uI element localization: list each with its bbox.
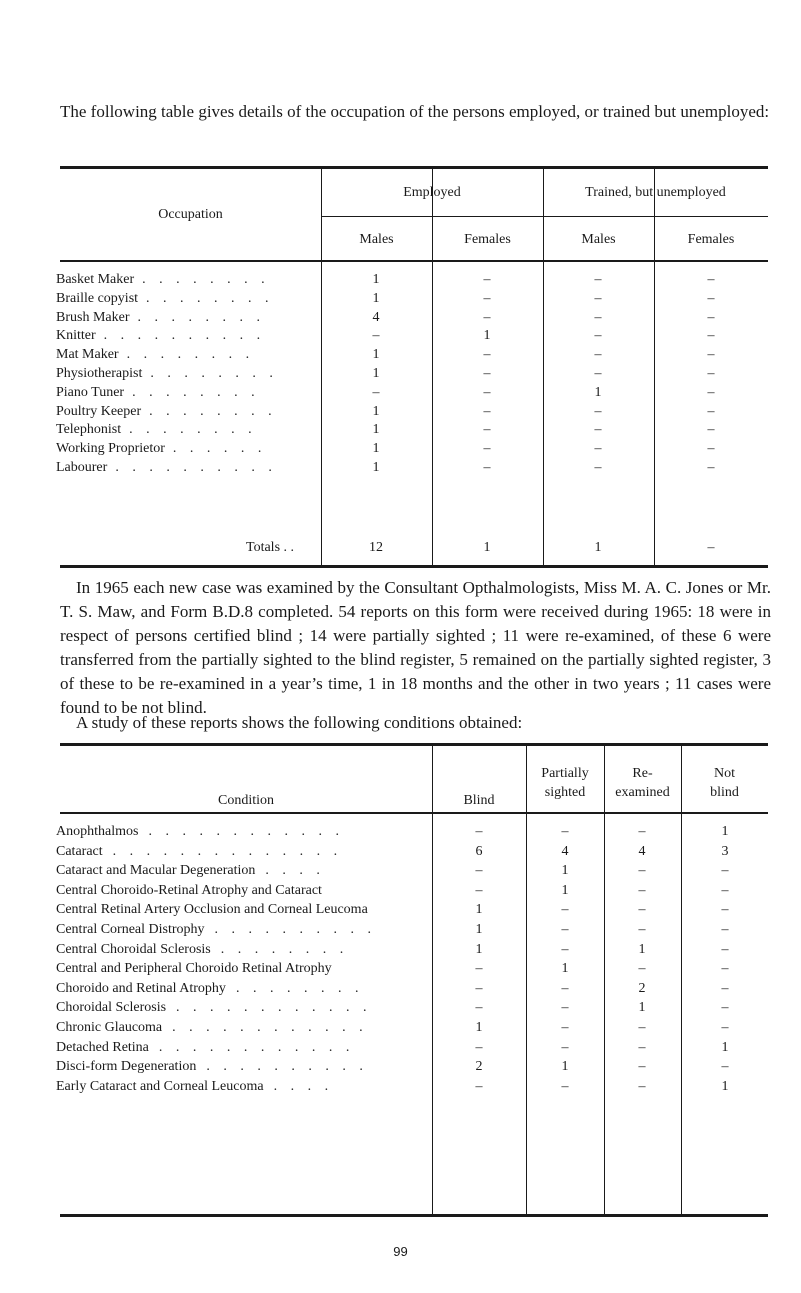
leader-dots: . . . . . . . . — [149, 403, 277, 419]
cell-r: – — [638, 1020, 646, 1035]
leader-dots: . . . . . . . . — [150, 366, 278, 381]
occupation-name: Mat Maker — [56, 347, 119, 363]
cell-r: – — [638, 1039, 646, 1055]
cell-em: 4 — [372, 309, 380, 325]
trained-unemployed-header: Trained, but unemployed — [585, 185, 726, 200]
cell-em: 1 — [372, 272, 380, 287]
cell-r: 4 — [638, 843, 646, 859]
condition-name: Choroido and Retinal Atrophy — [56, 980, 226, 996]
cell-em: 1 — [372, 441, 380, 457]
cell-ef: – — [483, 366, 491, 381]
cell-tf: – — [707, 347, 715, 363]
totals-employed-females: 1 — [483, 540, 491, 555]
cell-ef: – — [483, 272, 491, 287]
leader-dots: . . . . . . . . . . — [206, 1059, 368, 1075]
cell-tm: – — [594, 441, 602, 457]
partially-sighted-header-1: Partially — [541, 766, 589, 781]
employed-header: Employed — [403, 185, 461, 200]
leader-dots: . . . . . . . . — [137, 309, 265, 325]
leader-dots: . . . . . . . . . . . . — [176, 1000, 372, 1016]
table1-header-rule — [60, 260, 768, 262]
cell-tf: – — [707, 403, 715, 419]
occupation-header: Occupation — [158, 207, 223, 222]
cell-n: – — [721, 1059, 729, 1075]
cell-ef: 1 — [483, 328, 491, 344]
cell-em: 1 — [372, 422, 380, 438]
table-row — [56, 292, 274, 306]
cell-tm: – — [594, 290, 602, 306]
employed-males-header: Males — [359, 232, 394, 247]
leader-dots: . . . . . . — [172, 441, 267, 457]
cell-ef: – — [483, 403, 491, 419]
condition-name: Disci-form Degeneration — [56, 1059, 197, 1075]
occupation-name: Physiotherapist — [56, 366, 143, 381]
table-row — [56, 1021, 368, 1035]
totals-trained-females: – — [707, 540, 715, 555]
table-row — [56, 825, 344, 839]
occupation-name: Piano Tuner — [56, 384, 125, 400]
partially-sighted-header-2: sighted — [544, 785, 586, 800]
condition-name: Detached Retina — [56, 1039, 149, 1055]
cell-b: 1 — [475, 941, 483, 957]
table2-bottom-rule — [60, 1214, 768, 1217]
table-row — [56, 1041, 354, 1055]
cell-p: – — [561, 1020, 569, 1035]
cell-tm: – — [594, 272, 602, 287]
cell-p: – — [561, 824, 569, 839]
cell-r: – — [638, 961, 646, 977]
table-row — [56, 1001, 372, 1015]
leader-dots: . . . . . . . . — [146, 290, 274, 306]
table-row — [56, 405, 277, 419]
leader-dots: . . . . . . . . . . . . — [172, 1020, 368, 1035]
cell-em: 1 — [372, 290, 380, 306]
cell-p: 1 — [561, 1059, 569, 1075]
cell-b: 1 — [475, 1020, 483, 1035]
table1-bottom-rule — [60, 565, 768, 568]
cell-ef: – — [483, 422, 491, 438]
cell-n: 1 — [721, 1039, 729, 1055]
condition-name: Cataract — [56, 843, 103, 859]
cell-tf: – — [707, 384, 715, 400]
condition-name: Early Cataract and Corneal Leucoma — [56, 1078, 264, 1094]
blind-header: Blind — [463, 793, 495, 808]
leader-dots: . . . . . . . . — [235, 980, 364, 996]
cell-tf: – — [707, 272, 715, 287]
cell-p: – — [561, 1078, 569, 1094]
condition-name: Central and Peripheral Choroido Retinal Atrophy — [56, 961, 332, 977]
table-row — [56, 329, 265, 343]
table-row — [56, 982, 363, 996]
cell-r: – — [638, 824, 646, 839]
cell-n: – — [721, 922, 729, 937]
trained-females-header: Females — [687, 232, 735, 247]
cell-r: 1 — [638, 941, 646, 957]
cell-em: 1 — [372, 366, 380, 381]
table-row — [56, 386, 260, 400]
cell-tf: – — [707, 422, 715, 438]
cell-ef: – — [483, 290, 491, 306]
re-examined-header-1: Re- — [632, 766, 653, 781]
cell-n: – — [721, 1020, 729, 1035]
cell-r: 1 — [638, 1000, 646, 1016]
leader-dots: . . . . . . . . — [142, 272, 270, 287]
condition-name: Central Choroidal Sclerosis — [56, 941, 211, 957]
table-row — [56, 884, 322, 898]
cell-n: 1 — [721, 1078, 729, 1094]
table-row — [56, 461, 277, 475]
cell-em: 1 — [372, 403, 380, 419]
cell-b: – — [475, 961, 483, 977]
table-row — [56, 311, 265, 325]
cell-em: 1 — [372, 347, 380, 363]
leader-dots: . . . . . . . . . . — [103, 328, 266, 344]
cell-tm: – — [594, 309, 602, 325]
leader-dots: . . . . . . . . . . . . — [158, 1039, 355, 1055]
report-paragraph: In 1965 each new case was examined by the Consultant Opthalmologists, Miss M. A. C. Jones or Mr. T. S. Maw, and Form B.D.8 completed. 54 reports on this form were received during 1965: 18 were in respect of persons certified blind ; 14 were partially sighted ; 11 were re-examined, of these 6 were transferred from the partially sighted to the blind register, 5 remained on the partially sighted register, 3 of these to be re-examined in a year’s time, 1 in 18 months and the other in two years ; 11 cases were found to be not blind. — [60, 578, 771, 717]
table-row — [56, 348, 254, 362]
trained-males-header: Males — [581, 232, 616, 247]
condition-name: Anophthalmos — [56, 824, 139, 839]
leader-dots: . . . . . . . . . . — [115, 460, 277, 475]
table-row — [56, 1060, 368, 1074]
cell-tf: – — [707, 366, 715, 381]
table-row — [56, 864, 325, 878]
cell-ef: – — [483, 309, 491, 325]
cell-tm: – — [594, 366, 602, 381]
totals-label: Totals . . — [246, 540, 295, 555]
cell-tm: – — [594, 422, 602, 438]
cell-b: 6 — [475, 843, 483, 859]
cell-tf: – — [707, 441, 715, 457]
leader-dots: . . . . . . . . . . — [214, 922, 377, 937]
cell-n: – — [721, 961, 729, 977]
cell-r: – — [638, 1059, 646, 1075]
cell-p: – — [561, 902, 569, 918]
table-row — [56, 367, 278, 381]
occupation-name: Poultry Keeper — [56, 403, 142, 419]
leader-dots: . . . . . . . . — [132, 384, 260, 400]
table-row — [56, 423, 257, 437]
totals-employed-males: 12 — [369, 540, 383, 555]
cell-n: 3 — [721, 843, 729, 859]
cell-n: – — [721, 902, 729, 918]
employed-females-header: Females — [464, 232, 511, 247]
leader-dots: . . . . . . . . — [129, 422, 257, 438]
condition-name: Central Corneal Distrophy — [56, 922, 205, 937]
cell-em: – — [372, 328, 380, 344]
cell-em: 1 — [372, 460, 380, 475]
cell-tf: – — [707, 290, 715, 306]
cell-ef: – — [483, 441, 491, 457]
cell-p: 1 — [561, 863, 569, 879]
table-row — [56, 845, 342, 859]
re-examined-header-2: examined — [615, 785, 670, 800]
not-blind-header-2: blind — [710, 785, 739, 800]
cell-tm: – — [594, 347, 602, 363]
condition-name: Cataract and Macular Degeneration — [56, 863, 256, 879]
cell-r: – — [638, 882, 646, 898]
cell-b: – — [475, 980, 483, 996]
condition-name: Chronic Glaucoma — [56, 1020, 163, 1035]
cell-em: – — [372, 384, 380, 400]
cell-r: – — [638, 902, 646, 918]
cell-n: – — [721, 863, 729, 879]
leader-dots: . . . . . . . . . . . . — [148, 824, 344, 839]
cell-n: – — [721, 980, 729, 996]
leader-dots: . . . . . . . . — [220, 941, 349, 957]
cell-ef: – — [483, 384, 491, 400]
cell-tf: – — [707, 460, 715, 475]
cell-tf: – — [707, 309, 715, 325]
table-row — [56, 1080, 333, 1094]
cell-tm: – — [594, 460, 602, 475]
occupation-name: Telephonist — [56, 422, 122, 438]
cell-tm: – — [594, 403, 602, 419]
cell-r: – — [638, 922, 646, 937]
cell-n: – — [721, 882, 729, 898]
table1-group-rule — [321, 216, 768, 217]
leader-dots: . . . . — [273, 1078, 334, 1094]
cell-ef: – — [483, 460, 491, 475]
table-row — [56, 962, 332, 976]
cell-b: 1 — [475, 902, 483, 918]
cell-p: – — [561, 1039, 569, 1055]
condition-header: Condition — [217, 793, 274, 808]
occupation-name: Labourer — [56, 460, 108, 475]
leader-dots: . . . . . . . . . . . . . . — [112, 843, 343, 859]
table-row — [56, 442, 266, 456]
table-row — [56, 903, 368, 917]
table-row — [56, 923, 376, 937]
study-paragraph: A study of these reports shows the following conditions obtained: — [76, 713, 523, 732]
intro-paragraph: The following table gives details of the occupation of the persons employed, or trained but unemployed: — [60, 102, 770, 121]
cell-n: – — [721, 1000, 729, 1016]
cell-b: – — [475, 882, 483, 898]
leader-dots: . . . . . . . . — [126, 347, 255, 363]
page-number: 99 — [393, 1244, 408, 1259]
occupation-name: Basket Maker — [56, 272, 135, 287]
totals-trained-males: 1 — [594, 540, 602, 555]
occupation-name: Brush Maker — [56, 309, 130, 325]
cell-b: – — [475, 1078, 483, 1094]
cell-b: – — [475, 1039, 483, 1055]
cell-r: – — [638, 863, 646, 879]
table2-header-rule — [60, 812, 768, 814]
cell-b: – — [475, 1000, 483, 1016]
cell-p: – — [561, 980, 569, 996]
cell-p: – — [561, 1000, 569, 1016]
cell-p: 1 — [561, 882, 569, 898]
not-blind-header-1: Not — [714, 766, 735, 781]
cell-n: – — [721, 941, 729, 957]
occupation-name: Knitter — [56, 328, 96, 344]
cell-p: – — [561, 941, 569, 957]
table-row — [56, 943, 348, 957]
table1-top-rule — [60, 166, 768, 169]
occupation-name: Braille copyist — [56, 290, 139, 306]
cell-p: 1 — [561, 961, 569, 977]
cell-p: 4 — [561, 843, 569, 859]
table-row — [56, 273, 270, 287]
cell-r: 2 — [638, 980, 646, 996]
cell-b: 2 — [475, 1059, 483, 1075]
cell-n: 1 — [721, 824, 729, 839]
cell-b: – — [475, 863, 483, 879]
leader-dots: . . . . — [265, 863, 325, 879]
cell-r: – — [638, 1078, 646, 1094]
cell-b: – — [475, 824, 483, 839]
occupation-name: Working Proprietor — [56, 441, 165, 457]
cell-tm: – — [594, 328, 602, 344]
table2-top-rule — [60, 743, 768, 746]
condition-name: Choroidal Sclerosis — [56, 1000, 167, 1016]
condition-name: Central Choroido-Retinal Atrophy and Cataract — [56, 882, 322, 898]
cell-tf: – — [707, 328, 715, 344]
condition-name: Central Retinal Artery Occlusion and Corneal Leucoma — [56, 902, 368, 918]
cell-p: – — [561, 922, 569, 937]
cell-ef: – — [483, 347, 491, 363]
cell-tm: 1 — [594, 384, 602, 400]
cell-b: 1 — [475, 922, 483, 937]
